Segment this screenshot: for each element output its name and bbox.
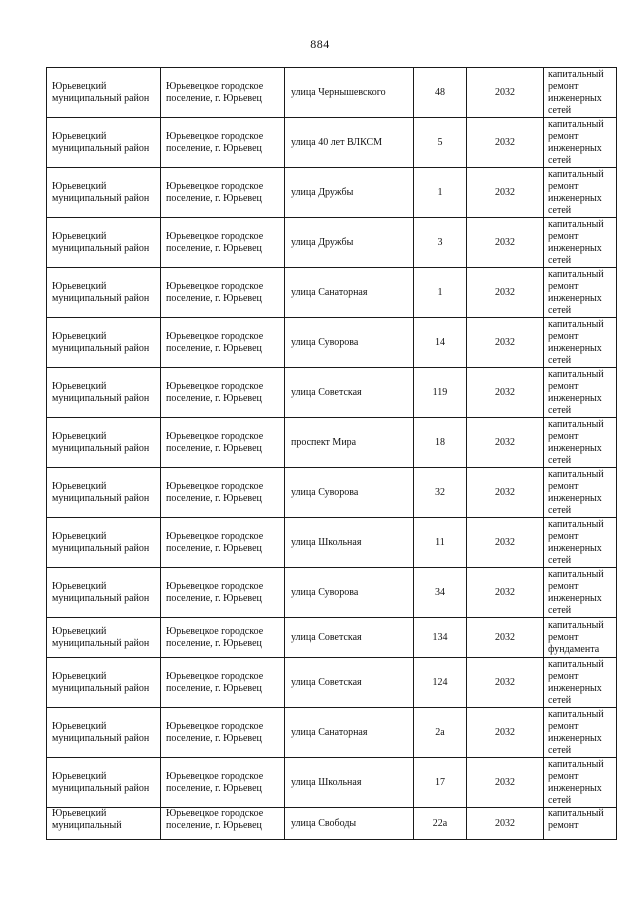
settlement-cell: Юрьевецкое городское поселение, г. Юрьевец — [161, 568, 285, 618]
table-row — [47, 658, 617, 708]
street-cell: улица Дружбы — [285, 218, 414, 268]
work-type-cell: капитальный ремонт инженерных сетей — [544, 758, 617, 808]
district-cell: Юрьевецкий муниципальный район — [47, 218, 161, 268]
street-cell: улица Дружбы — [285, 168, 414, 218]
district-cell: Юрьевецкий муниципальный район — [47, 168, 161, 218]
house-number-cell: 34 — [414, 568, 467, 618]
table-row — [47, 418, 617, 468]
street-cell: улица Советская — [285, 658, 414, 708]
street-cell: улица Советская — [285, 618, 414, 658]
house-number-cell: 1 — [414, 168, 467, 218]
house-number-cell: 48 — [414, 68, 467, 118]
table-row — [47, 318, 617, 368]
year-cell: 2032 — [467, 418, 544, 468]
year-cell: 2032 — [467, 658, 544, 708]
year-cell: 2032 — [467, 708, 544, 758]
house-number-cell: 5 — [414, 118, 467, 168]
table-row — [47, 808, 617, 840]
settlement-cell: Юрьевецкое городское поселение, г. Юрьевец — [161, 68, 285, 118]
street-cell: проспект Мира — [285, 418, 414, 468]
house-number-cell: 134 — [414, 618, 467, 658]
house-number-cell: 17 — [414, 758, 467, 808]
work-type-cell: капитальный ремонт инженерных сетей — [544, 418, 617, 468]
settlement-cell: Юрьевецкое городское поселение, г. Юрьевец — [161, 268, 285, 318]
street-cell: улица Чернышевского — [285, 68, 414, 118]
work-type-cell: капитальный ремонт инженерных сетей — [544, 518, 617, 568]
district-cell: Юрьевецкий муниципальный район — [47, 568, 161, 618]
work-type-cell: капитальный ремонт инженерных сетей — [544, 568, 617, 618]
house-number-cell: 124 — [414, 658, 467, 708]
settlement-cell: Юрьевецкое городское поселение, г. Юрьевец — [161, 618, 285, 658]
house-number-cell: 119 — [414, 368, 467, 418]
year-cell: 2032 — [467, 618, 544, 658]
table-row — [47, 118, 617, 168]
district-cell: Юрьевецкий муниципальный район — [47, 68, 161, 118]
year-cell: 2032 — [467, 168, 544, 218]
house-number-cell: 1 — [414, 268, 467, 318]
table-row — [47, 468, 617, 518]
district-cell: Юрьевецкий муниципальный район — [47, 368, 161, 418]
table-row — [47, 168, 617, 218]
settlement-cell: Юрьевецкое городское поселение, г. Юрьевец — [161, 368, 285, 418]
year-cell: 2032 — [467, 218, 544, 268]
work-type-cell: капитальный ремонт инженерных сетей — [544, 368, 617, 418]
street-cell: улица Санаторная — [285, 268, 414, 318]
district-cell: Юрьевецкий муниципальный район — [47, 708, 161, 758]
house-number-cell: 22а — [414, 808, 467, 840]
street-cell: улица Суворова — [285, 568, 414, 618]
year-cell: 2032 — [467, 518, 544, 568]
work-type-cell: капитальный ремонт инженерных сетей — [544, 168, 617, 218]
street-cell: улица Санаторная — [285, 708, 414, 758]
work-type-cell: капитальный ремонт инженерных сетей — [544, 468, 617, 518]
house-number-cell: 3 — [414, 218, 467, 268]
district-cell: Юрьевецкий муниципальный район — [47, 468, 161, 518]
table-body — [47, 68, 617, 840]
settlement-cell: Юрьевецкое городское поселение, г. Юрьевец — [161, 808, 285, 840]
work-type-cell: капитальный ремонт фундамента — [544, 618, 617, 658]
table-row — [47, 68, 617, 118]
street-cell: улица Суворова — [285, 468, 414, 518]
settlement-cell: Юрьевецкое городское поселение, г. Юрьевец — [161, 708, 285, 758]
house-number-cell: 14 — [414, 318, 467, 368]
work-type-cell: капитальный ремонт инженерных сетей — [544, 218, 617, 268]
page-number: 884 — [310, 37, 330, 51]
work-type-cell: капитальный ремонт — [544, 808, 617, 840]
street-cell: улица 40 лет ВЛКСМ — [285, 118, 414, 168]
district-cell: Юрьевецкий муниципальный район — [47, 268, 161, 318]
street-cell: улица Суворова — [285, 318, 414, 368]
year-cell: 2032 — [467, 318, 544, 368]
work-type-cell: капитальный ремонт инженерных сетей — [544, 68, 617, 118]
year-cell: 2032 — [467, 758, 544, 808]
house-number-cell: 11 — [414, 518, 467, 568]
district-cell: Юрьевецкий муниципальный район — [47, 318, 161, 368]
work-type-cell: капитальный ремонт инженерных сетей — [544, 268, 617, 318]
table-row — [47, 368, 617, 418]
table-row — [47, 618, 617, 658]
table-row — [47, 268, 617, 318]
settlement-cell: Юрьевецкое городское поселение, г. Юрьевец — [161, 218, 285, 268]
year-cell: 2032 — [467, 368, 544, 418]
street-cell: улица Школьная — [285, 518, 414, 568]
settlement-cell: Юрьевецкое городское поселение, г. Юрьевец — [161, 468, 285, 518]
house-number-cell: 2а — [414, 708, 467, 758]
district-cell: Юрьевецкий муниципальный район — [47, 418, 161, 468]
settlement-cell: Юрьевецкое городское поселение, г. Юрьевец — [161, 168, 285, 218]
district-cell: Юрьевецкий муниципальный район — [47, 518, 161, 568]
street-cell: улица Школьная — [285, 758, 414, 808]
table-row — [47, 218, 617, 268]
settlement-cell: Юрьевецкое городское поселение, г. Юрьевец — [161, 758, 285, 808]
work-type-cell: капитальный ремонт инженерных сетей — [544, 318, 617, 368]
district-cell: Юрьевецкий муниципальный — [47, 808, 161, 840]
district-cell: Юрьевецкий муниципальный район — [47, 758, 161, 808]
work-type-cell: капитальный ремонт инженерных сетей — [544, 658, 617, 708]
settlement-cell: Юрьевецкое городское поселение, г. Юрьевец — [161, 658, 285, 708]
work-type-cell: капитальный ремонт инженерных сетей — [544, 118, 617, 168]
table-row — [47, 518, 617, 568]
year-cell: 2032 — [467, 808, 544, 840]
year-cell: 2032 — [467, 118, 544, 168]
house-number-cell: 32 — [414, 468, 467, 518]
year-cell: 2032 — [467, 568, 544, 618]
table-row — [47, 708, 617, 758]
table-row — [47, 568, 617, 618]
district-cell: Юрьевецкий муниципальный район — [47, 618, 161, 658]
street-cell: улица Свободы — [285, 808, 414, 840]
settlement-cell: Юрьевецкое городское поселение, г. Юрьевец — [161, 318, 285, 368]
year-cell: 2032 — [467, 468, 544, 518]
settlement-cell: Юрьевецкое городское поселение, г. Юрьевец — [161, 118, 285, 168]
table-row — [47, 758, 617, 808]
settlement-cell: Юрьевецкое городское поселение, г. Юрьевец — [161, 518, 285, 568]
work-type-cell: капитальный ремонт инженерных сетей — [544, 708, 617, 758]
house-number-cell: 18 — [414, 418, 467, 468]
repair-schedule-table — [46, 67, 617, 840]
settlement-cell: Юрьевецкое городское поселение, г. Юрьевец — [161, 418, 285, 468]
year-cell: 2032 — [467, 268, 544, 318]
district-cell: Юрьевецкий муниципальный район — [47, 118, 161, 168]
street-cell: улица Советская — [285, 368, 414, 418]
district-cell: Юрьевецкий муниципальный район — [47, 658, 161, 708]
year-cell: 2032 — [467, 68, 544, 118]
